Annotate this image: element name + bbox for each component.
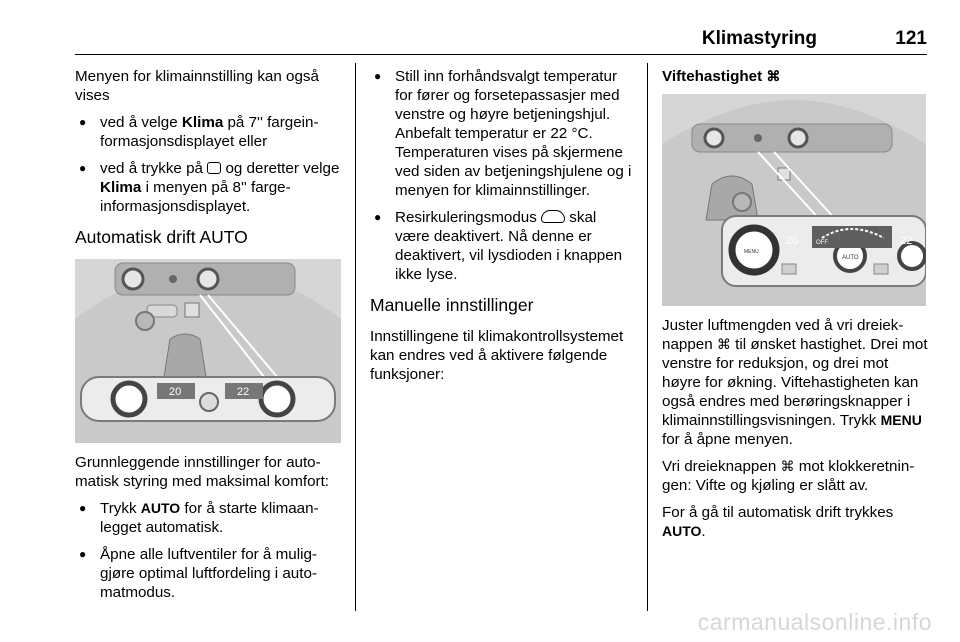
section-heading: Automatisk drift AUTO	[75, 227, 248, 247]
body-text: Juster luftmengden ved å vri dreieknappen ⌘ til ønsket hastighet. Drei mot venstre for reduksjon, og drei mot høyre for økning. Viftehastigheten kan også endres med berøringsknapper i klimainnstillingsvisningen. Trykk MENU for å åpne menyen.	[662, 317, 928, 448]
column-divider	[355, 63, 356, 611]
page-title: Klimastyring	[701, 28, 817, 49]
page-number: 121	[895, 28, 927, 49]
list-item: ● Åpne alle luftventiler for å muliggjøre optimal luftfordeling i automatmodus.	[75, 545, 343, 602]
fan-icon: ⌘	[766, 68, 781, 84]
list-item: ● Trykk AUTO for å starte klimaanlegget automatisk.	[75, 499, 343, 537]
column-divider	[647, 63, 648, 611]
header-rule	[75, 54, 927, 55]
menu-icon	[207, 162, 221, 174]
fan-control-illustration	[662, 94, 926, 306]
bullet-list	[75, 113, 343, 216]
column-1	[75, 67, 343, 610]
body-text: For å gå til automatisk drift trykkes AUTO.	[662, 504, 894, 540]
body-text: Grunnleggende innstillinger for automatisk styring med maksimal komfort:	[75, 454, 330, 490]
intro-text: Menyen for klimainnstilling kan også vises	[75, 68, 319, 104]
off-label: OFF	[816, 240, 828, 246]
right-temperature-label: 22	[900, 235, 913, 247]
section-heading: Manuelle innstillinger	[370, 295, 534, 315]
list-item: ● ved å velge Klima på 7'' fargeinformasjonsdisplayet eller	[75, 113, 343, 151]
left-temperature-label: 20	[786, 235, 799, 247]
subsection-heading: Viftehastighet ⌘	[662, 68, 781, 85]
list-item: ● Resirkuleringsmodus skal være deaktivert. Nå denne er deaktivert, vil lysdioden i knappen ikke lyse.	[370, 208, 634, 284]
watermark: carmanualsonline.info	[697, 609, 932, 635]
bullet-list	[75, 499, 343, 602]
column-3	[662, 67, 930, 549]
list-item: ● ved å trykke på og deretter velge Klima i menyen på 8'' fargeinformasjonsdisplayet.	[75, 159, 343, 216]
body-text: Vri dreieknappen ⌘ mot klokkeretningen: Vifte og kjøling er slått av.	[662, 458, 915, 494]
bullet-list	[370, 67, 634, 284]
fan-icon: ⌘	[780, 458, 795, 474]
column-2	[370, 67, 634, 392]
list-item: ● Still inn forhåndsvalgt temperatur for fører og forsetepassasjer med venstre og høyre betjeningshjul. Anbefalt temperatur er 22 °C. Temperaturen vises på skjermene ved siden av betjeningshjulene og i menyen for klimainnstillinger.	[370, 67, 634, 200]
fan-icon: ⌘	[716, 336, 731, 352]
right-temperature-label: 22	[237, 386, 250, 398]
page-header	[75, 28, 927, 56]
body-text: Innstillingene til klimakontrollsystemet kan endres ved å aktivere følgende funksjoner:	[370, 328, 624, 383]
menu-label: MENU	[744, 249, 759, 255]
left-temperature-label: 20	[169, 386, 182, 398]
auto-label: AUTO	[842, 255, 859, 261]
recirculation-icon	[541, 210, 565, 223]
climate-panel-illustration	[75, 259, 341, 443]
